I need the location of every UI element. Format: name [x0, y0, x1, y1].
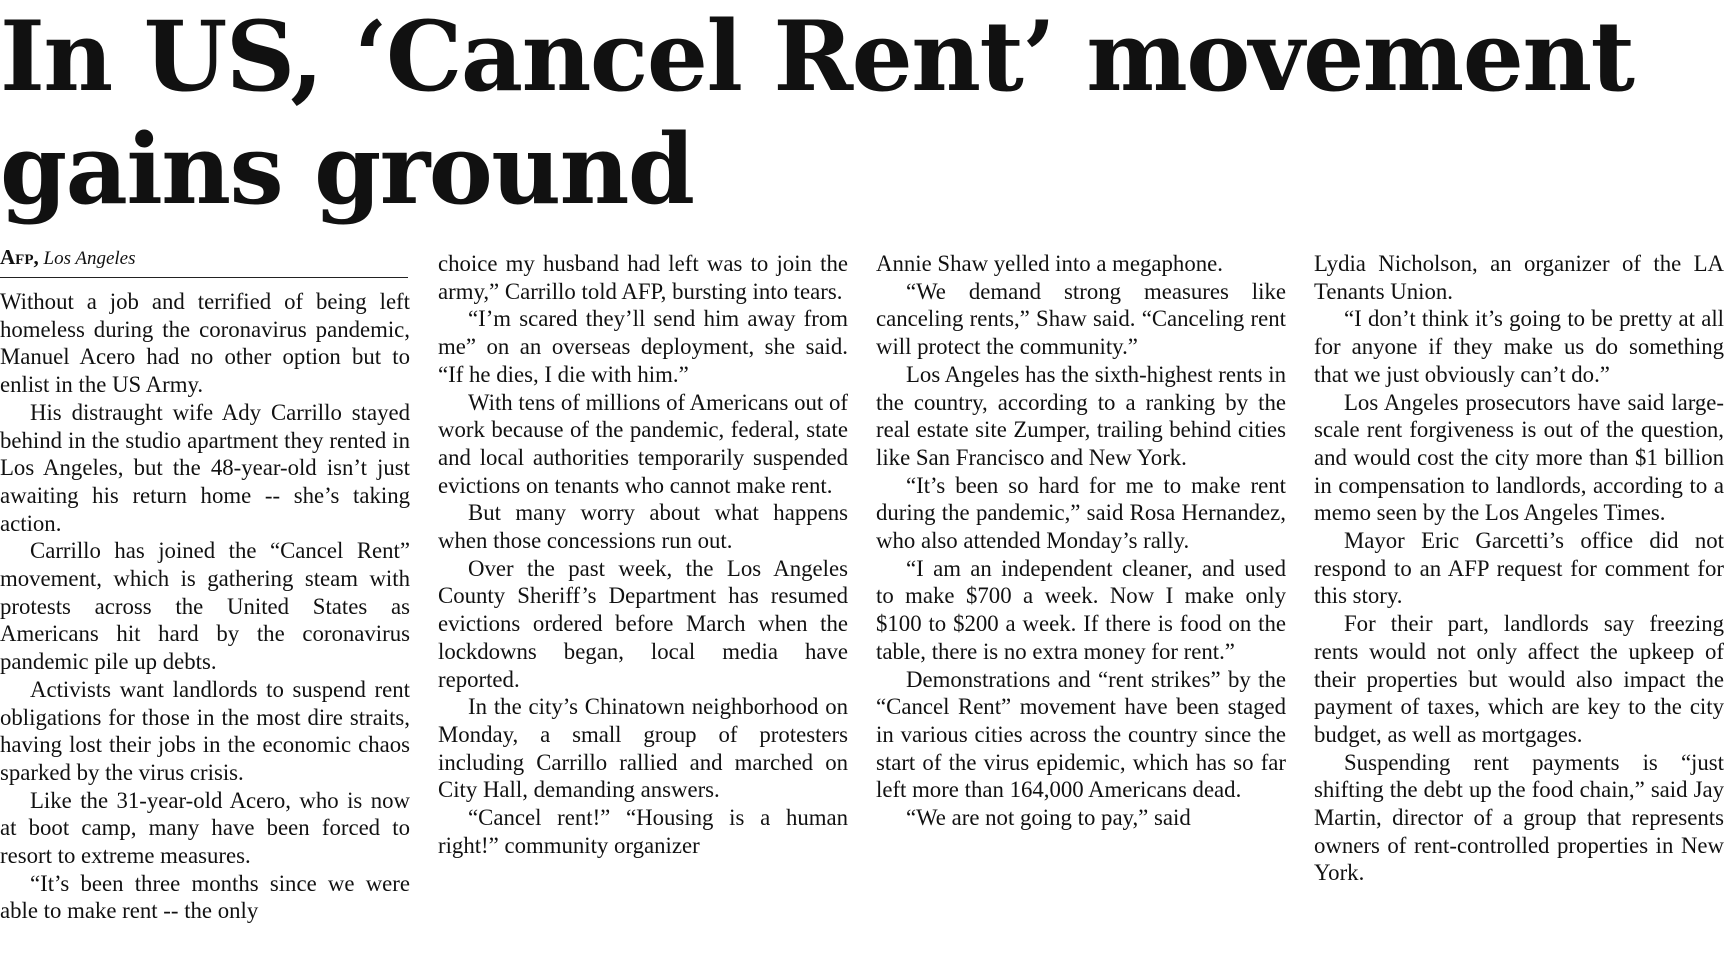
paragraph: Like the 31-year-old Acero, who is now at boot camp, many have been forced to resort to extreme measures. — [0, 787, 410, 869]
paragraph: Carrillo has joined the “Cancel Rent” movement, which is gathering steam with protests across the United States as Americans hit hard by the coronavirus pandemic pile up debts. — [0, 538, 410, 675]
paragraph: “It’s been so hard for me to make rent during the pandemic,” said Rosa Hernandez, who also attended Monday’s rally. — [876, 472, 1286, 554]
paragraph: “We demand strong measures like canceling rents,” Shaw said. “Canceling rent will protect the community.” — [876, 278, 1286, 360]
paragraph: Demonstrations and “rent strikes” by the “Cancel Rent” movement have been staged in various cities across the country since the start of the virus epidemic, which has so far left more than 164,000 Americans dead. — [876, 666, 1286, 803]
paragraph: “I am an independent cleaner, and used to make $700 a week. Now I make only $100 to $200 a week. If there is food on the table, there is no extra money for rent.” — [876, 555, 1286, 664]
article-column-3 — [876, 250, 1286, 832]
paragraph: With tens of millions of Americans out of work because of the pandemic, federal, state and local authorities temporarily suspended evictions on tenants who cannot make rent. — [438, 389, 848, 498]
paragraph: “Cancel rent!” “Housing is a human right!” community organizer — [438, 805, 848, 858]
paragraph: His distraught wife Ady Carrillo stayed behind in the studio apartment they rented in Los Angeles, but the 48-year-old isn’t just awaiting his return home -- she’s taking action. — [0, 399, 410, 536]
paragraph: Activists want landlords to suspend rent obligations for those in the most dire straits, having lost their jobs in the economic chaos sparked by the virus crisis. — [0, 676, 410, 785]
paragraph: Los Angeles prosecutors have said large-scale rent forgiveness is out of the question, and would cost the city more than $1 billion in compensation to landlords, according to a memo seen by the Los Angeles Times. — [1314, 389, 1724, 526]
byline-agency: Afp, — [0, 245, 39, 269]
paragraph: Over the past week, the Los Angeles County Sheriff’s Department has resumed evictions ordered before March when the lockdowns began, local media have reported. — [438, 555, 848, 692]
paragraph: Suspending rent payments is “just shifting the debt up the food chain,” said Jay Martin, director of a group that represents owners of rent-controlled properties in New York. — [1314, 749, 1724, 886]
paragraph: “I don’t think it’s going to be pretty at all for anyone if they make us do something that we just obviously can’t do.” — [1314, 306, 1724, 387]
byline — [0, 245, 408, 278]
paragraph: Mayor Eric Garcetti’s office did not respond to an AFP request for comment for this story. — [1314, 528, 1724, 609]
paragraph: In the city’s Chinatown neighborhood on Monday, a small group of protesters including Carrillo rallied and marched on City Hall, demanding answers. — [438, 694, 848, 803]
paragraph: But many worry about what happens when those concessions run out. — [438, 500, 848, 554]
paragraph: For their part, landlords say freezing rents would not only affect the upkeep of their properties but would also impact the payment of taxes, which are key to the city budget, as well as mortgages. — [1314, 611, 1724, 747]
article-column-1 — [0, 288, 410, 925]
headline: In US, ‘Cancel Rent’ movement gains ground — [0, 0, 1634, 226]
paragraph: “I’m scared they’ll send him away from me” on an overseas deployment, she said. “If he dies, I die with him.” — [438, 306, 848, 387]
article-column-2 — [438, 250, 848, 859]
article-column-4 — [1314, 250, 1724, 887]
paragraph: Lydia Nicholson, an organizer of the LA Tenants Union. — [1314, 251, 1724, 304]
paragraph: “It’s been three months since we were able to make rent -- the only — [0, 870, 410, 924]
paragraph: Los Angeles has the sixth-highest rents in the country, according to a ranking by the real estate site Zumper, trailing behind cities like San Francisco and New York. — [876, 361, 1286, 470]
paragraph: Annie Shaw yelled into a megaphone. — [876, 251, 1223, 276]
paragraph: Without a job and terrified of being left homeless during the coronavirus pandemic, Manuel Acero had no other option but to enlist in the US Army. — [0, 289, 410, 398]
paragraph: “We are not going to pay,” said — [906, 805, 1191, 831]
paragraph: choice my husband had left was to join the army,” Carrillo told AFP, bursting into tears. — [438, 251, 848, 304]
byline-location: Los Angeles — [43, 248, 136, 269]
